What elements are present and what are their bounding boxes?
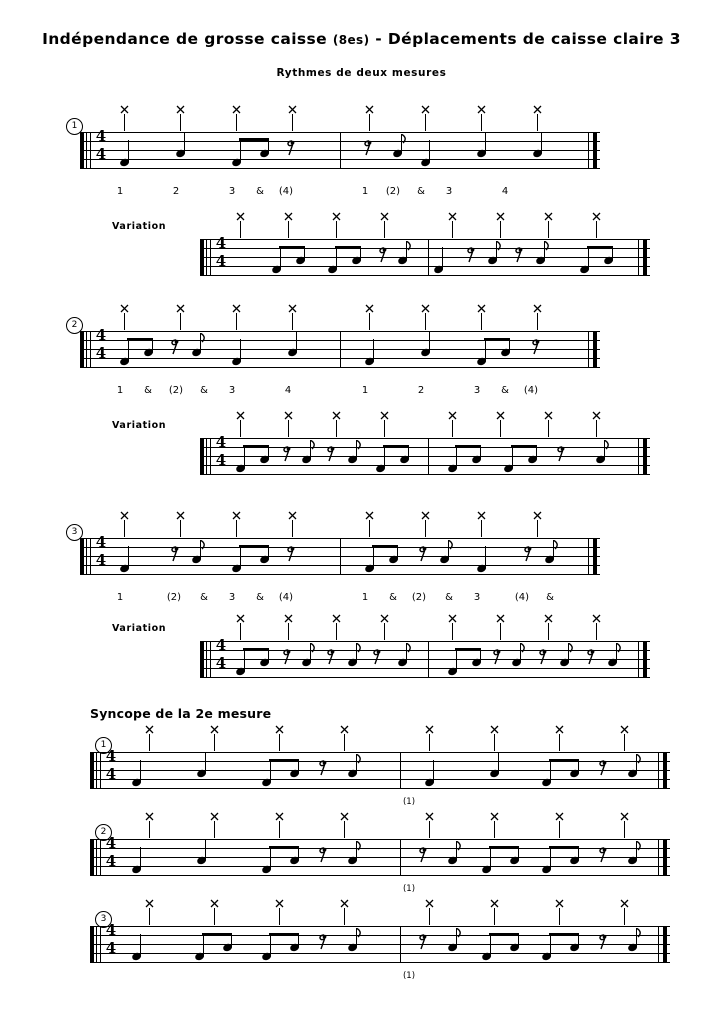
count-label: 3 [228,592,236,603]
time-signature-top: 4 [105,747,117,765]
syncope-exercise-number-2: 2 [95,824,112,841]
count-label: (1) [402,797,416,807]
count-label: (2) [411,592,427,603]
syncope-exercise-number-1: 1 [95,737,112,754]
staff-system-2 [80,326,600,377]
exercise-number-1: 1 [66,118,83,135]
syncope-exercise-number-3: 3 [95,911,112,928]
time-signature-bottom: 4 [215,252,227,270]
page-title [0,30,723,48]
count-label: (4) [514,592,530,603]
time-signature-top: 4 [215,234,227,252]
count-label: & [445,592,453,603]
staff-system-syncope-3 [90,921,670,972]
staff-system-3 [80,533,600,584]
staff-system-1 [80,127,600,178]
count-label: 3 [445,186,453,197]
count-label: & [200,592,208,603]
staff-system-2-variation [200,433,650,484]
variation-label-2: Variation [112,420,167,431]
count-label: 2 [172,186,180,197]
time-signature-top: 4 [215,636,227,654]
time-signature-bottom: 4 [215,654,227,672]
count-label: 1 [116,385,124,396]
page-title-main: Indépendance de grosse caisse [42,30,328,48]
time-signature-bottom: 4 [105,939,117,957]
time-signature-top: 4 [105,921,117,939]
staff-system-1-variation [200,234,650,285]
count-label: & [546,592,554,603]
time-signature-bottom: 4 [105,765,117,783]
count-label: & [256,186,264,197]
count-label: 1 [361,592,369,603]
time-signature-bottom: 4 [215,451,227,469]
page-title-rest: - Déplacements de caisse claire 3 [375,30,681,48]
time-signature-top: 4 [95,533,107,551]
count-label: 3 [228,385,236,396]
variation-label-1: Variation [112,221,167,232]
count-label: 2 [417,385,425,396]
count-label: (2) [166,592,182,603]
time-signature-top: 4 [105,834,117,852]
exercise-number-2: 2 [66,317,83,334]
page-subtitle: Rythmes de deux mesures [276,67,447,79]
count-label: (4) [278,186,294,197]
time-signature-bottom: 4 [105,852,117,870]
count-label: (2) [168,385,184,396]
staff-system-3-variation [200,636,650,687]
staff-system-syncope-2 [90,834,670,885]
count-label: (4) [278,592,294,603]
count-label: 1 [116,592,124,603]
count-label: 1 [361,186,369,197]
page-title-paren: (8es) [332,33,370,47]
time-signature-top: 4 [95,326,107,344]
variation-label-3: Variation [112,623,167,634]
count-label: 1 [116,186,124,197]
count-label: 3 [473,592,481,603]
count-label: & [501,385,509,396]
time-signature-bottom: 4 [95,344,107,362]
count-label: 3 [473,385,481,396]
section-heading-syncope: Syncope de la 2e mesure [90,706,272,721]
count-label: & [417,186,425,197]
staff-system-syncope-1 [90,747,670,798]
count-label: 4 [501,186,509,197]
time-signature-top: 4 [95,127,107,145]
time-signature-bottom: 4 [95,145,107,163]
count-label: 1 [361,385,369,396]
time-signature-bottom: 4 [95,551,107,569]
count-label: & [256,592,264,603]
count-label: (4) [523,385,539,396]
count-label: (1) [402,884,416,894]
count-label: & [144,385,152,396]
count-label: & [389,592,397,603]
count-label: (1) [402,971,416,981]
count-label: & [200,385,208,396]
exercise-number-3: 3 [66,524,83,541]
count-label: (2) [385,186,401,197]
count-label: 4 [284,385,292,396]
time-signature-top: 4 [215,433,227,451]
count-label: 3 [228,186,236,197]
